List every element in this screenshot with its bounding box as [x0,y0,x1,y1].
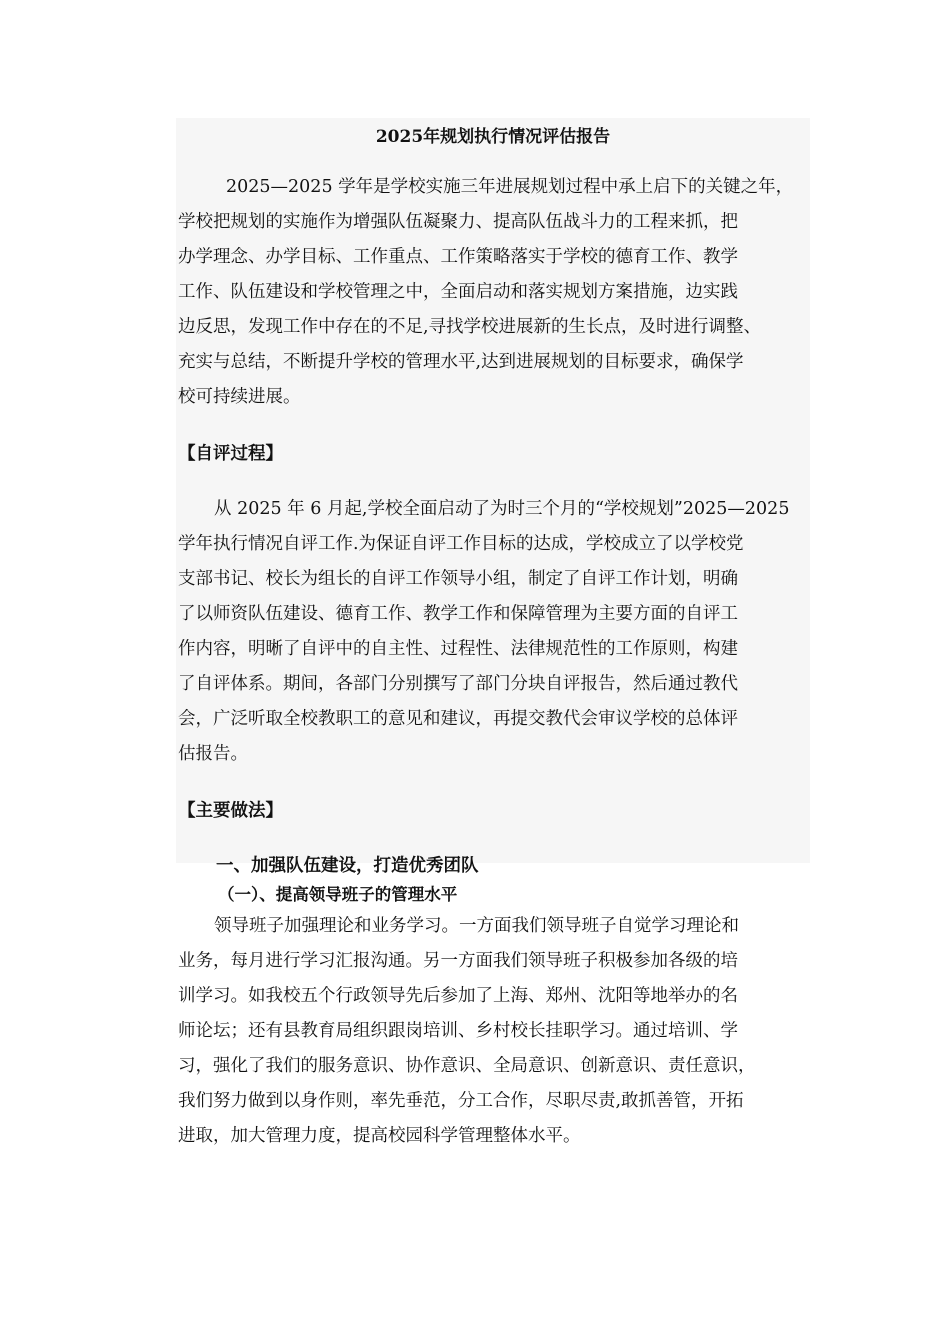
leadership-line: 我们努力做到以身作则，率先垂范，分工合作，尽职尽责,敢抓善管，开拓 [178,1091,744,1111]
intro-paragraph [178,170,808,415]
self-evaluation-line: 支部书记、校长为组长的自评工作领导小组，制定了自评工作计划，明确 [178,569,738,589]
subsubsection-heading-leadership: （一）、提高领导班子的管理水平 [218,885,458,904]
intro-line: 工作、队伍建设和学校管理之中，全面启动和落实规划方案措施，边实践 [178,282,738,302]
self-evaluation-line: 估报告。 [178,744,248,764]
intro-line: 2025—2025 学年是学校实施三年进展规划过程中承上启下的关键之年， [226,177,794,197]
intro-line: 校可持续进展。 [178,387,301,407]
intro-line: 学校把规划的实施作为增强队伍凝聚力、提高队伍战斗力的工程来抓，把 [178,212,738,232]
leadership-line: 进取，加大管理力度，提高校园科学管理整体水平。 [178,1126,581,1146]
leadership-paragraph [178,909,808,1154]
self-evaluation-line: 了以师资队伍建设、德育工作、教学工作和保障管理为主要方面的自评工 [178,604,738,624]
intro-line: 办学理念、办学目标、工作重点、工作策略落实于学校的德育工作、教学 [178,247,738,267]
self-evaluation-line: 从 2025 年 6 月起,学校全面启动了为时三个月的“学校规划”2025—2025 [214,499,790,519]
self-evaluation-line: 会，广泛听取全校教职工的意见和建议，再提交教代会审议学校的总体评 [178,709,738,729]
leadership-line: 领导班子加强理论和业务学习。一方面我们领导班子自觉学习理论和 [214,916,739,936]
subsection-heading-team-building: 一、加强队伍建设，打造优秀团队 [216,856,479,876]
section-heading-main-practices: 【主要做法】 [178,801,283,821]
intro-line: 充实与总结，不断提升学校的管理水平,达到进展规划的目标要求，确保学 [178,352,744,372]
leadership-line: 训学习。如我校五个行政领导先后参加了上海、郑州、沈阳等地举办的名 [178,986,738,1006]
leadership-line: 习，强化了我们的服务意识、协作意识、全局意识、创新意识、责任意识， [178,1056,756,1076]
intro-line: 边反思，发现工作中存在的不足,寻找学校进展新的生长点，及时进行调整、 [178,317,762,337]
self-evaluation-line: 了自评体系。期间，各部门分别撰写了部门分块自评报告，然后通过教代 [178,674,738,694]
leadership-line: 师论坛；还有县教育局组织跟岗培训、乡村校长挂职学习。通过培训、学 [178,1021,738,1041]
self-evaluation-paragraph [178,492,808,772]
leadership-line: 业务，每月进行学习汇报沟通。另一方面我们领导班子积极参加各级的培 [178,951,738,971]
self-evaluation-line: 作内容，明晰了自评中的自主性、过程性、法律规范性的工作原则，构建 [178,639,738,659]
self-evaluation-line: 学年执行情况自评工作.为保证自评工作目标的达成，学校成立了以学校党 [178,534,744,554]
section-heading-self-evaluation: 【自评过程】 [178,444,283,464]
document-body [178,124,808,1154]
document-title: 2025年规划执行情况评估报告 [375,127,611,147]
